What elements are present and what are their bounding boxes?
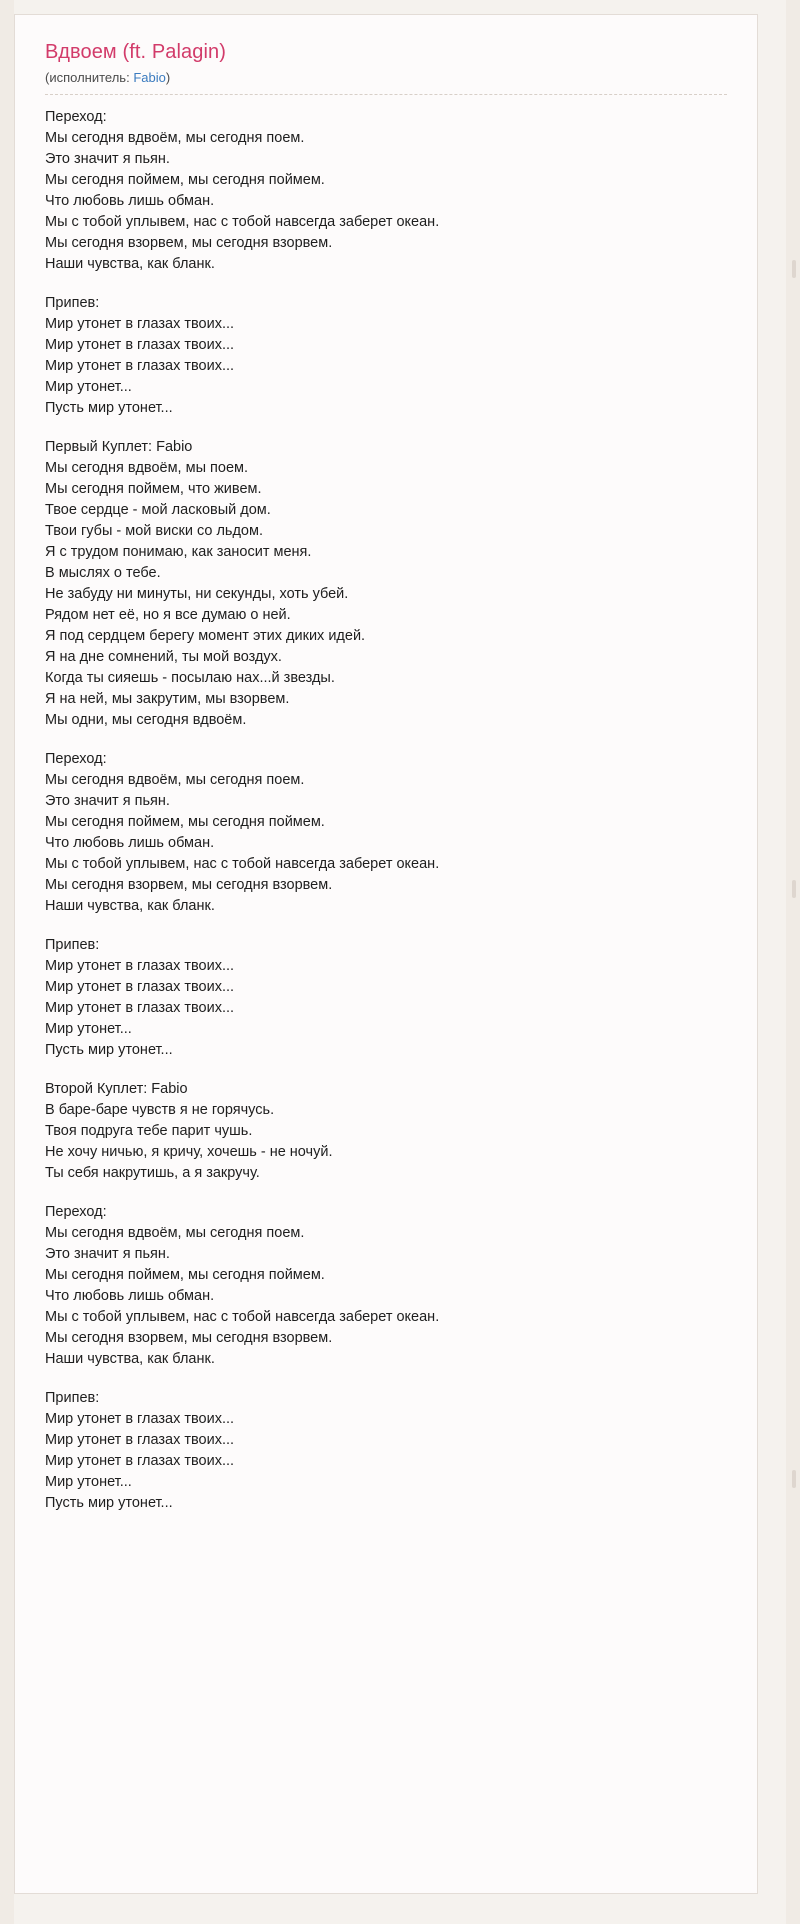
lyrics-line: Не забуду ни минуты, ни секунды, хоть убей. bbox=[45, 586, 349, 602]
lyrics-line: Мы сегодня вдвоём, мы сегодня поем. bbox=[45, 130, 305, 146]
lyrics-line: Мы сегодня взорвем, мы сегодня взорвем. bbox=[45, 235, 333, 251]
lyrics-line: Мир утонет в глазах твоих... bbox=[45, 358, 235, 374]
lyrics-line: Пусть мир утонет... bbox=[45, 1042, 173, 1058]
performer-line bbox=[45, 70, 727, 95]
lyrics-line: Мы сегодня взорвем, мы сегодня взорвем. bbox=[45, 877, 333, 893]
lyrics-line: Мир утонет в глазах твоих... bbox=[45, 1411, 235, 1427]
lyrics-line: Мы сегодня взорвем, мы сегодня взорвем. bbox=[45, 1330, 333, 1346]
lyrics-line: Мир утонет в глазах твоих... bbox=[45, 316, 235, 332]
lyrics-line: Это значит я пьян. bbox=[45, 1246, 170, 1262]
lyrics-line: Пусть мир утонет... bbox=[45, 400, 173, 416]
lyrics-line: Мы сегодня поймем, мы сегодня поймем. bbox=[45, 814, 325, 830]
lyrics-text bbox=[45, 107, 727, 1514]
lyrics-line: Не хочу ничью, я кричу, хочешь - не ночуй. bbox=[45, 1144, 333, 1160]
lyrics-line: Мир утонет... bbox=[45, 379, 132, 395]
lyrics-line: Что любовь лишь обман. bbox=[45, 193, 215, 209]
lyrics-line: Припев: bbox=[45, 937, 100, 953]
lyrics-block-perehod-2 bbox=[45, 749, 727, 917]
lyrics-line: Мы с тобой уплывем, нас с тобой навсегда заберет океан. bbox=[45, 214, 440, 230]
scroll-marker bbox=[792, 1470, 796, 1488]
lyrics-line: Мир утонет в глазах твоих... bbox=[45, 337, 235, 353]
lyrics-line: Мир утонет... bbox=[45, 1474, 132, 1490]
lyrics-line: Мир утонет... bbox=[45, 1021, 132, 1037]
performer-suffix: ) bbox=[165, 70, 171, 85]
lyrics-line: Мы с тобой уплывем, нас с тобой навсегда заберет океан. bbox=[45, 856, 440, 872]
lyrics-line: Это значит я пьян. bbox=[45, 151, 170, 167]
lyrics-line: Мы сегодня вдвоём, мы сегодня поем. bbox=[45, 1225, 305, 1241]
lyrics-line: Мир утонет в глазах твоих... bbox=[45, 1000, 235, 1016]
lyrics-line: Первый Куплет: Fabio bbox=[45, 439, 193, 455]
lyrics-line: Мир утонет в глазах твоих... bbox=[45, 958, 235, 974]
lyrics-line: Когда ты сияешь - посылаю нах...й звезды. bbox=[45, 670, 335, 686]
lyrics-line: Припев: bbox=[45, 1390, 100, 1406]
lyrics-line: Я с трудом понимаю, как заносит меня. bbox=[45, 544, 312, 560]
lyrics-line: Твое сердце - мой ласковый дом. bbox=[45, 502, 271, 518]
lyrics-line: Что любовь лишь обман. bbox=[45, 835, 215, 851]
lyrics-line: Переход: bbox=[45, 751, 107, 767]
lyrics-line: Рядом нет её, но я все думаю о ней. bbox=[45, 607, 291, 623]
lyrics-line: Твои губы - мой виски со льдом. bbox=[45, 523, 263, 539]
lyrics-line: Мир утонет в глазах твоих... bbox=[45, 979, 235, 995]
lyrics-line: Пусть мир утонет... bbox=[45, 1495, 173, 1511]
lyrics-line: Переход: bbox=[45, 109, 107, 125]
lyrics-line: Наши чувства, как бланк. bbox=[45, 898, 215, 914]
lyrics-block-pripev-3 bbox=[45, 1388, 727, 1514]
lyrics-block-perehod-1 bbox=[45, 107, 727, 275]
lyrics-line: Ты себя накрутишь, а я закручу. bbox=[45, 1165, 260, 1181]
lyrics-line: Мы сегодня вдвоём, мы сегодня поем. bbox=[45, 772, 305, 788]
lyrics-line: Я на дне сомнений, ты мой воздух. bbox=[45, 649, 282, 665]
lyrics-page bbox=[14, 14, 758, 1894]
lyrics-line: Переход: bbox=[45, 1204, 107, 1220]
lyrics-line: Второй Куплет: Fabio bbox=[45, 1081, 188, 1097]
lyrics-line: Припев: bbox=[45, 295, 100, 311]
performer-link[interactable]: Fabio bbox=[133, 70, 166, 85]
lyrics-line: Я на ней, мы закрутим, мы взорвем. bbox=[45, 691, 290, 707]
lyrics-line: Что любовь лишь обман. bbox=[45, 1288, 215, 1304]
lyrics-line: Мы сегодня поймем, мы сегодня поймем. bbox=[45, 172, 325, 188]
lyrics-line: Мы одни, мы сегодня вдвоём. bbox=[45, 712, 247, 728]
lyrics-line: Твоя подруга тебе парит чушь. bbox=[45, 1123, 253, 1139]
lyrics-line: Мы с тобой уплывем, нас с тобой навсегда заберет океан. bbox=[45, 1309, 440, 1325]
lyrics-line: В мыслях о тебе. bbox=[45, 565, 161, 581]
lyrics-line: Мир утонет в глазах твоих... bbox=[45, 1453, 235, 1469]
lyrics-line: Мир утонет в глазах твоих... bbox=[45, 1432, 235, 1448]
performer-prefix: (исполнитель: bbox=[45, 70, 130, 85]
lyrics-block-kuplet-1 bbox=[45, 437, 727, 731]
lyrics-line: Наши чувства, как бланк. bbox=[45, 1351, 215, 1367]
lyrics-line: Мы сегодня поймем, мы сегодня поймем. bbox=[45, 1267, 325, 1283]
lyrics-block-kuplet-2 bbox=[45, 1079, 727, 1184]
lyrics-line: Мы сегодня вдвоём, мы поем. bbox=[45, 460, 248, 476]
page-title: Вдвоем (ft. Palagin) bbox=[45, 41, 227, 63]
lyrics-line: Я под сердцем берегу момент этих диких идей. bbox=[45, 628, 366, 644]
lyrics-line: Наши чувства, как бланк. bbox=[45, 256, 215, 272]
lyrics-block-pripev-1 bbox=[45, 293, 727, 419]
scroll-marker bbox=[792, 880, 796, 898]
lyrics-line: Это значит я пьян. bbox=[45, 793, 170, 809]
page-right-margin bbox=[786, 0, 800, 1924]
scroll-marker bbox=[792, 260, 796, 278]
lyrics-block-perehod-3 bbox=[45, 1202, 727, 1370]
lyrics-line: Мы сегодня поймем, что живем. bbox=[45, 481, 262, 497]
page-left-margin bbox=[0, 0, 14, 1924]
lyrics-line: В баре-баре чувств я не горячусь. bbox=[45, 1102, 275, 1118]
lyrics-block-pripev-2 bbox=[45, 935, 727, 1061]
